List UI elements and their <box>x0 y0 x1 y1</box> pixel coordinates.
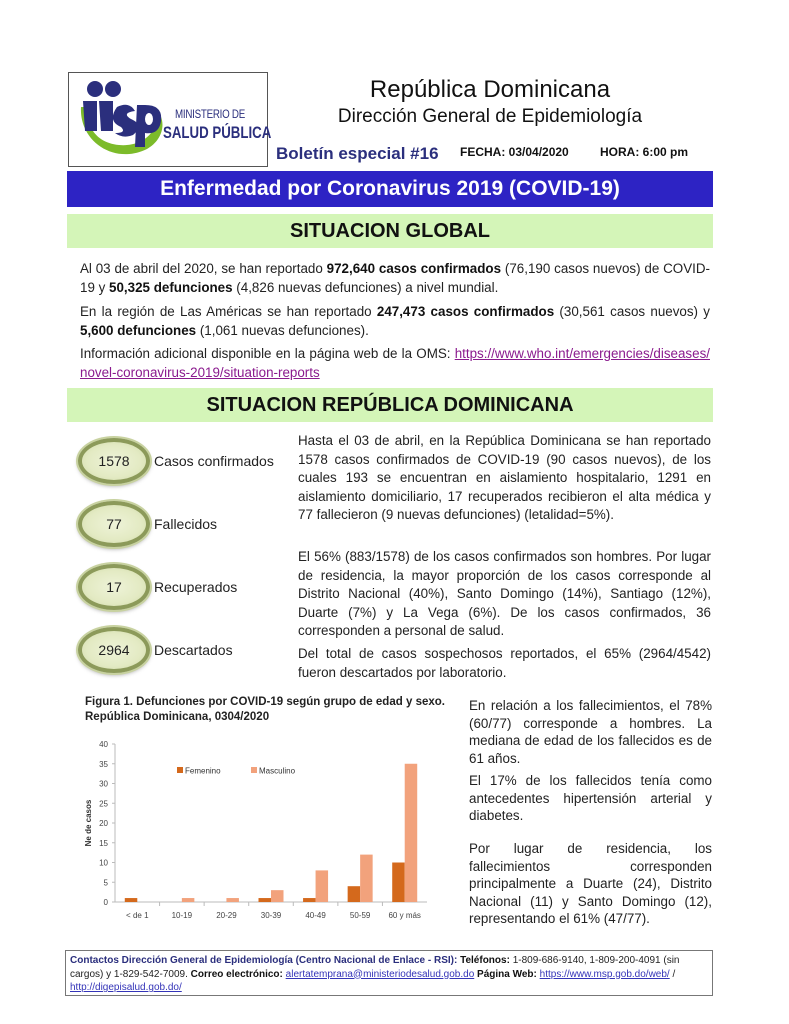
bar-femenino <box>303 898 316 902</box>
x-tick-label: 40-49 <box>305 911 326 920</box>
text: En la región de Las Américas se han reportado <box>80 304 377 319</box>
phones-label: Teléfonos: <box>460 955 510 966</box>
y-tick-label: 30 <box>99 779 108 789</box>
legend-swatch <box>177 767 183 773</box>
stat-label: Casos confirmados <box>154 453 274 469</box>
y-tick-label: 40 <box>99 740 108 749</box>
stat-label: Fallecidos <box>154 516 218 532</box>
stat-circle: 2964 <box>78 627 150 673</box>
global-section-heading: SITUACION GLOBAL <box>67 214 713 248</box>
bulletin-time: HORA: 6:00 pm <box>600 145 689 159</box>
logo-ministry-line1: MINISTERIO DE <box>175 109 246 121</box>
dr-demographics-paragraph: El 56% (883/1578) de los casos confirmados son hombres. Por lugar de residencia, la mayor proporción de los casos corresponde al Distrito Nacional (40%), Santo Domingo (14%), Santiago (12%), Duarte (7%) y La Vega (6%). De los casos confirmados, 36 corresponden a personal de salud. <box>298 549 711 638</box>
deaths-sex-paragraph: En relación a los fallecimientos, el 78% (60/77) corresponde a hombres. La mediana de edad de los fallecidos es de 61 años. <box>469 698 712 766</box>
bar-femenino <box>125 898 137 902</box>
americas-paragraph <box>80 303 710 340</box>
bar-masculino <box>271 890 284 902</box>
stat-deaths <box>78 501 217 547</box>
americas-confirmed-cases: 247,473 casos confirmados <box>376 304 555 319</box>
americas-deaths: 5,600 defunciones <box>80 322 197 338</box>
x-tick-label: < de 1 <box>126 911 149 920</box>
msp-website-link[interactable]: https://www.msp.gob.do/web/ <box>539 968 670 980</box>
figure-caption: Figura 1. Defunciones por COVID-19 según grupo de edad y sexo. República Dominicana, 0304/2020 <box>85 696 445 723</box>
text: (76,190 casos nuevos) de COVID-19 y <box>80 261 710 295</box>
deaths-comorbidity-paragraph: El 17% de los fallecidos tenía como antecedentes hipertensión arterial y diabetes. <box>469 773 712 823</box>
logo-ministry-line2: SALUD PÚBLICA <box>163 123 272 142</box>
bulletin-date: FECHA: 03/04/2020 <box>460 145 569 159</box>
who-info-paragraph <box>80 345 710 382</box>
deaths-residence-paragraph: Por lugar de residencia, los fallecimientos corresponden principalmente a Duarte (24), Distrito Nacional (11) y Santo Domingo (12), representando el 61% (47/77). <box>469 841 712 926</box>
x-tick-label: 20-29 <box>216 911 237 920</box>
bar-femenino <box>259 898 272 902</box>
phone-numbers: 1-809-686-9140, 1-809-200-4091 (sin cargos) y 1-829-542-7009. <box>70 955 680 980</box>
title-banner: Enfermedad por Coronavirus 2019 (COVID-19) <box>67 171 713 207</box>
bar-femenino <box>348 886 361 902</box>
text: Información adicional disponible en la página web de la OMS: <box>80 346 455 361</box>
dr-cases-paragraph: Hasta el 03 de abril, en la República Dominicana se han reportado 1578 casos confirmados de COVID-19 (90 casos nuevos), de los cuales 193 se encuentran en aislamiento hospitalario, 1291 en aislamiento domiciliario, 17 recuperados recibieron el alta médica y 77 fallecieron (9 nuevas defunciones) (letalidad=5%). <box>298 433 711 522</box>
text: Al 03 de abril del 2020, se han reportado <box>80 261 327 276</box>
bar-masculino <box>182 898 195 902</box>
legend-label: Femenino <box>185 766 221 776</box>
bar-masculino <box>226 898 239 902</box>
stat-recovered <box>78 564 237 610</box>
x-tick-label: 30-39 <box>260 911 282 920</box>
dominicana-section-heading: SITUACION REPÚBLICA DOMINICANA <box>67 388 713 422</box>
y-axis-label: Ne de casos <box>84 799 93 847</box>
x-tick-label: 50-59 <box>349 911 371 920</box>
email-label: Correo electrónico: <box>190 968 283 980</box>
stat-label: Descartados <box>154 642 233 658</box>
contacts-footer <box>65 950 713 996</box>
global-deaths: 50,325 defunciones <box>109 279 233 295</box>
link-separator: / <box>669 968 676 980</box>
department-title: Dirección General de Epidemiología <box>337 106 643 127</box>
msp-logo <box>68 72 272 167</box>
y-tick-label: 15 <box>99 838 108 848</box>
stat-discarded <box>78 627 233 673</box>
bar-masculino <box>316 870 329 902</box>
legend-label: Masculino <box>259 766 296 776</box>
msp-logo-icon <box>75 77 165 162</box>
y-tick-label: 5 <box>103 878 108 888</box>
x-tick-label: 10-19 <box>171 911 193 920</box>
bulletin-number: Boletín especial #16 <box>276 144 439 163</box>
dr-discarded-paragraph: Del total de casos sospechosos reportados, el 65% (2964/4542) fueron descartados por laboratorio. <box>298 646 711 680</box>
bar-chart <box>75 736 445 926</box>
deaths-by-age-sex-chart <box>75 736 445 926</box>
stat-circle: 77 <box>78 501 150 547</box>
text: (30,561 casos nuevos) y <box>554 304 710 319</box>
who-situation-reports-link[interactable]: https://www.who.int/emergencies/diseases/novel-coronavirus-2019/situation-reports <box>80 346 710 380</box>
bar-masculino <box>360 855 373 902</box>
web-label: Página Web: <box>477 968 537 980</box>
stat-label: Recuperados <box>154 579 238 595</box>
text: (4,826 nuevas defunciones) a nivel mundial. <box>232 279 499 295</box>
stat-confirmed <box>78 438 274 484</box>
y-tick-label: 10 <box>99 858 108 868</box>
email-link[interactable]: alertatemprana@ministeriodesalud.gob.do <box>285 968 475 980</box>
y-tick-label: 35 <box>99 759 108 769</box>
digepisalud-website-link[interactable]: http://digepisalud.gob.do/ <box>70 982 182 993</box>
text: (1,061 nuevas defunciones). <box>196 322 369 338</box>
stat-circle: 17 <box>78 564 150 610</box>
global-confirmed-cases: 972,640 casos confirmados <box>326 261 502 276</box>
y-tick-label: 0 <box>103 898 108 907</box>
bar-femenino <box>392 863 405 903</box>
legend-swatch <box>251 767 257 773</box>
y-tick-label: 20 <box>99 819 108 828</box>
bar-masculino <box>405 764 418 902</box>
country-title: República Dominicana <box>369 76 611 103</box>
contacts-heading: Contactos Dirección General de Epidemiología (Centro Nacional de Enlace - RSI): <box>70 955 458 966</box>
x-tick-label: 60 y más <box>388 911 421 920</box>
stat-circle: 1578 <box>78 438 150 484</box>
y-tick-label: 25 <box>99 799 108 809</box>
global-paragraph-1 <box>80 260 710 297</box>
